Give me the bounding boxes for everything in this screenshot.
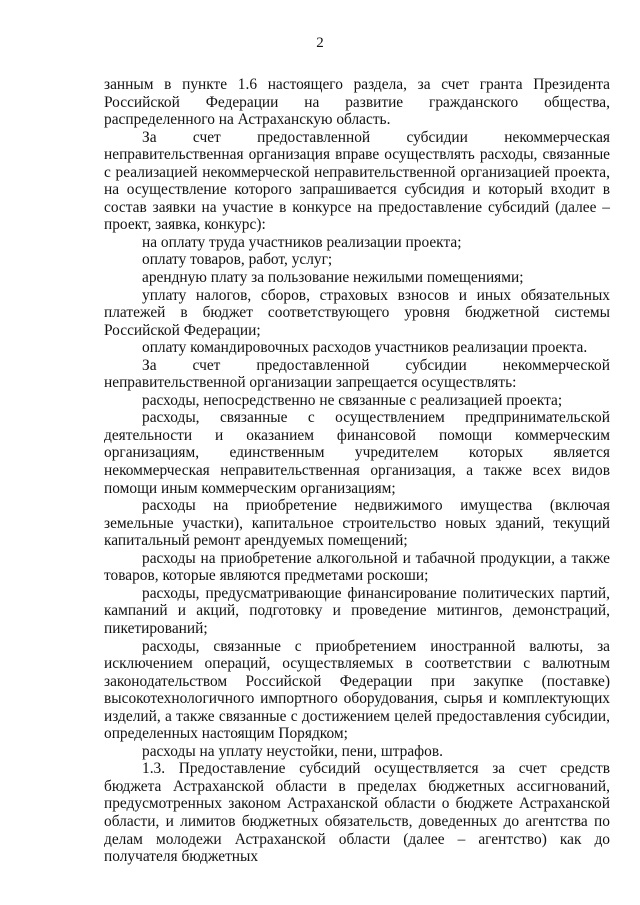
- paragraph: уплату налогов, сборов, страховых взносов и иных обязательных платежей в бюджет соответствующего уровня бюджетной системы Российской Федерации;: [104, 286, 610, 339]
- paragraph: 1.3. Предоставление субсидий осуществляется за счет средств бюджета Астраханской области в пределах бюджетных ассигнований, предусмотренных законом Астраханской области о бюджете Астраханской области, и лимитов бюджетных обязательств, доведенных до агентства по делам молодежи Астраханской области (далее – агентство) как до получателя бюджетных: [104, 760, 610, 866]
- paragraph: оплату товаров, работ, услуг;: [142, 251, 333, 269]
- paragraph: занным в пункте 1.6 настоящего раздела, за счет гранта Президента Российской Федерации на развитие гражданского общества, распределенного на Астраханскую область.: [104, 76, 610, 129]
- paragraph: оплату командировочных расходов участников реализации проекта.: [142, 339, 588, 357]
- paragraph: За счет предоставленной субсидии некоммерческой неправительственной организации запрещается осуществлять:: [104, 356, 610, 392]
- paragraph: расходы на приобретение алкогольной и табачной продукции, а также товаров, которые являются предметами роскоши;: [104, 549, 610, 585]
- paragraph: на оплату труда участников реализации проекта;: [142, 233, 462, 251]
- paragraph: расходы на уплату неустойки, пени, штрафов.: [142, 742, 443, 760]
- paragraph: расходы, предусматривающие финансирование политических партий, кампаний и акций, подготовку и проведение митингов, демонстраций, пикетирований;: [104, 584, 610, 637]
- document-body: [104, 76, 610, 866]
- paragraph: За счет предоставленной субсидии некоммерческая неправительственная организация вправе осуществлять расходы, связанные с реализацией некоммерческой неправительственной организацией проекта, на осуществление которого запрашивается субсидия и который входит в состав заявки на участие в конкурсе на предоставление субсидий (далее – проект, заявка, конкурс):: [104, 128, 610, 234]
- page-number: 2: [316, 35, 324, 51]
- paragraph: арендную плату за пользование нежилыми помещениями;: [142, 269, 524, 287]
- paragraph: расходы, связанные с осуществлением предпринимательской деятельности и оказанием финансовой помощи коммерческим организациям, единственным учредителем которых является некоммерческая неправительственная организация, а также всех видов помощи иным коммерческим организациям;: [104, 409, 610, 497]
- paragraph: расходы, непосредственно не связанные с реализацией проекта;: [142, 391, 563, 409]
- paragraph: расходы, связанные с приобретением иностранной валюты, за исключением операций, осуществляемых в соответствии с валютным законодательством Российской Федерации при закупке (поставке) высокотехнологичного импортного оборудования, сырья и комплектующих изделий, а также связанные с достижением целей предоставления субсидии, определенных настоящим Порядком;: [104, 637, 610, 743]
- paragraph: расходы на приобретение недвижимого имущества (включая земельные участки), капитальное строительство новых зданий, текущий капитальный ремонт арендуемых помещений;: [104, 497, 610, 550]
